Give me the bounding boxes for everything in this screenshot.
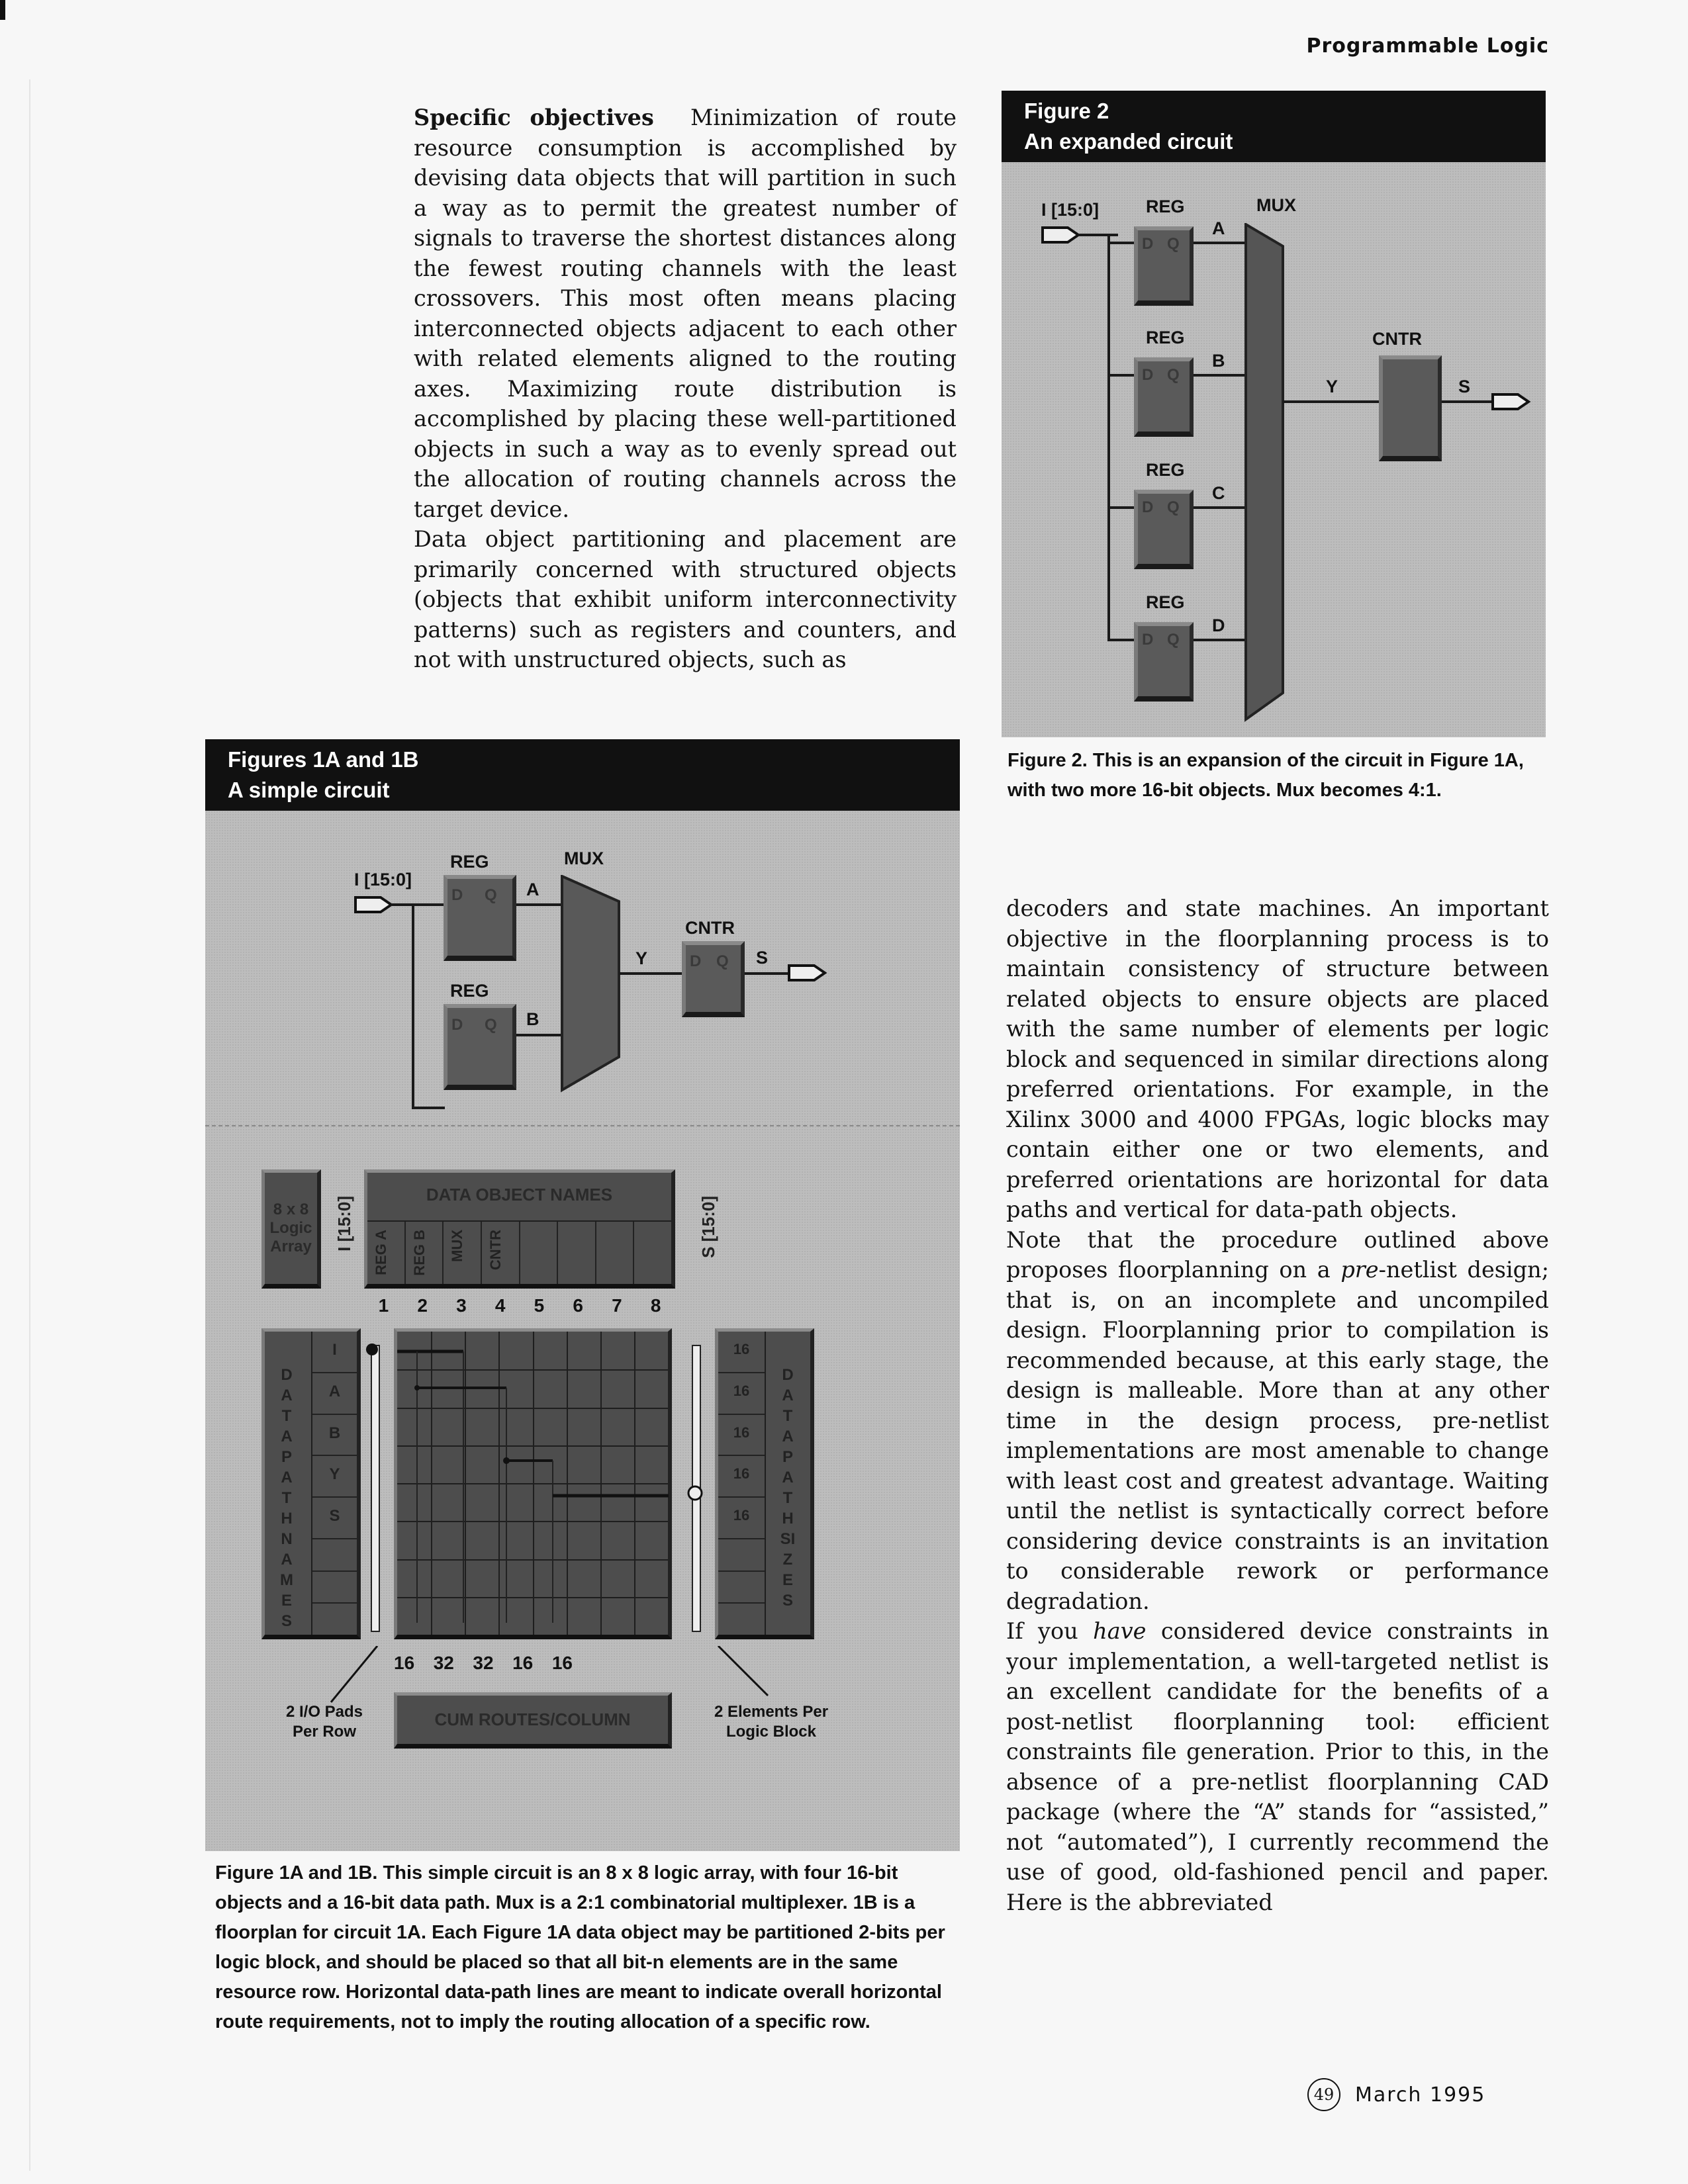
section-lead: Specific objectives xyxy=(414,105,654,130)
wire xyxy=(412,1107,445,1109)
input-label: I [15:0] xyxy=(1041,200,1100,220)
bus-wire xyxy=(1107,234,1110,641)
logic-array-grid xyxy=(394,1328,672,1639)
figure-subtitle: An expanded circuit xyxy=(1024,129,1233,154)
object-cell: MUX xyxy=(444,1222,482,1284)
reg-label: REG xyxy=(1146,197,1185,216)
figure-1 xyxy=(205,739,960,1851)
panel-title: DATA PATH SIZES xyxy=(780,1366,796,1610)
page-footer xyxy=(1307,2078,1485,2111)
mux-2to1-icon xyxy=(559,875,626,1093)
wire xyxy=(1078,234,1118,236)
figure-2-caption: Figure 2. This is an expansion of the circuit in Figure 1A, with two more 16-bit objects. Mux becomes 4:1. xyxy=(1008,750,1524,801)
object-cell: CNTR xyxy=(482,1222,520,1284)
panel-title: DATA PATH NAMES xyxy=(280,1366,293,1630)
wire xyxy=(516,1034,563,1036)
signal-label: Y xyxy=(635,948,648,968)
cntr-label: CNTR xyxy=(1372,329,1422,349)
counter-block xyxy=(1379,355,1442,461)
input-port-icon xyxy=(354,895,394,915)
pin-q: Q xyxy=(1167,366,1180,384)
object-name-cells xyxy=(367,1222,671,1284)
cum-routes-values: 16 32 32 16 16 xyxy=(394,1653,573,1673)
object-cell: REG B xyxy=(406,1222,444,1284)
input-node-icon xyxy=(364,1342,380,1357)
reg-label: REG xyxy=(1146,592,1185,612)
page-number: 49 xyxy=(1307,2078,1340,2111)
column-numbers: 1 2 3 4 5 6 7 8 xyxy=(378,1295,661,1316)
paragraph: If you have considered device constraints in your implementation, a well-targeted netlist is an excellent candidate for the benefits of a post-netlist floorplanning tool: efficient constraints file generation. Prior to this, in the absence of a pre-netlist floorplanning CAD package (where the “A” stands for “assisted,” not “automated”), I currently recommend the use of good, old-fashioned pencil and paper. Here is the abbreviated xyxy=(1006,1618,1549,1915)
array-label-panel xyxy=(261,1169,321,1289)
wire xyxy=(619,972,692,975)
figure-title: Figures 1A and 1B xyxy=(228,747,419,772)
pin-d: D xyxy=(451,886,463,904)
signal-label: A xyxy=(526,880,539,899)
object-cell xyxy=(596,1222,635,1284)
scan-edge-mark xyxy=(0,0,5,20)
object-cell: REG A xyxy=(367,1222,406,1284)
pin-q: Q xyxy=(716,952,729,970)
pin-q: Q xyxy=(485,886,497,904)
signal-label: D xyxy=(1212,615,1225,635)
wire xyxy=(1107,506,1134,509)
paragraph-text: Minimization of route resource consumption is accomplished by devising data objects that will partition in such a way as to permit the greatest number of signals to traverse the shortest distances along the fewest routing channels with the least crossovers. This most often means placing interconnected objects adjacent to each other with related elements aligned to the routing axes. Maximizing route distribution is accomplished by placing these well-partitioned objects in such a way as to evenly spread out the allocation of routing channels across the target device. xyxy=(414,105,957,522)
paragraph: decoders and state machines. An important objective in the floorplanning process is to maintain consistency of structure between related objects to ensure objects are placed with the same number of elements per logic block and sequenced in similar directions along preferred orientations. For example, in the Xilinx 3000 and 4000 FPGAs, logic blocks may contain either one or two elements, and preferred orientations are horizontal for data paths and vertical for data-path objects. xyxy=(1006,895,1549,1222)
pin-d: D xyxy=(1142,366,1154,384)
wire xyxy=(1107,374,1134,377)
figure-2-header xyxy=(1002,91,1546,162)
figure-subtitle: A simple circuit xyxy=(228,778,390,802)
cum-routes-panel xyxy=(394,1692,672,1749)
reg-label: REG xyxy=(1146,460,1185,480)
route-lines xyxy=(397,1332,669,1636)
wire xyxy=(1107,242,1134,244)
signal-label: B xyxy=(1212,351,1225,371)
pin-d: D xyxy=(1142,235,1154,253)
io-pad-rail-left xyxy=(371,1345,380,1632)
paragraph: Data object partitioning and placement are primarily concerned with structured objects (objects that exhibit uniform interconnectivity patterns) such as registers and counters, and not with unstructured objects, such as xyxy=(414,526,957,672)
signal-label: Y xyxy=(1326,377,1338,396)
bus-wire xyxy=(412,903,414,1109)
figure-divider xyxy=(205,1125,960,1128)
pin-q: Q xyxy=(1167,631,1180,649)
signal-label: S xyxy=(756,948,769,968)
input-label: I [15:0] xyxy=(354,870,412,889)
wire xyxy=(516,903,563,906)
body-column-right xyxy=(1006,893,1549,1917)
scan-margin-line xyxy=(29,79,30,2171)
wire xyxy=(1194,639,1246,641)
data-object-names-panel xyxy=(364,1169,675,1289)
output-node-icon xyxy=(686,1484,704,1502)
wire xyxy=(1107,639,1134,641)
mux-label: MUX xyxy=(564,848,604,868)
pin-q: Q xyxy=(485,1016,497,1034)
reg-label: REG xyxy=(1146,328,1185,347)
emphasis: have xyxy=(1093,1618,1147,1644)
paragraph xyxy=(414,103,957,524)
body-column-left xyxy=(414,103,957,675)
input-port-icon xyxy=(1041,225,1081,245)
pin-q: Q xyxy=(1167,235,1180,253)
io-pads-callout: 2 I/O Pads Per Row xyxy=(285,1703,363,1741)
issue-date: March 1995 xyxy=(1355,2083,1486,2107)
path-size-cells: 16 16 16 16 16 xyxy=(718,1332,765,1635)
wire xyxy=(1194,374,1246,377)
pin-d: D xyxy=(1142,498,1154,516)
wire xyxy=(745,972,791,975)
signal-label: A xyxy=(1212,218,1225,238)
figure-1-caption: Figure 1A and 1B. This simple circuit is an 8 x 8 logic array, with four 16-bit objects and a 16-bit data path. Mux is a 2:1 combinatorial multiplexer. 1B is a floorplan for circuit 1A. Each Figure 1A data object may be partitioned 2-bits per logic block, and should be placed so that all bit-n elements are in the same resource row. Horizontal data-path lines are meant to indicate overall horizontal route requirements, not to imply the routing allocation of a specific row. xyxy=(215,1862,945,2032)
data-path-sizes-panel xyxy=(715,1328,814,1639)
reg-label: REG xyxy=(450,852,489,872)
pin-d: D xyxy=(451,1016,463,1034)
pin-q: Q xyxy=(1167,498,1180,516)
object-cell xyxy=(520,1222,559,1284)
pin-d: D xyxy=(1142,631,1154,649)
wire xyxy=(391,903,444,906)
reg-label: REG xyxy=(450,981,489,1001)
mux-4to1-icon xyxy=(1243,223,1289,726)
path-name-cells: I A B Y S xyxy=(312,1332,357,1635)
wire xyxy=(1442,400,1495,403)
object-cell xyxy=(634,1222,671,1284)
panel-title: DATA OBJECT NAMES xyxy=(426,1185,613,1205)
data-path-names-panel xyxy=(261,1328,361,1639)
pin-d: D xyxy=(690,952,702,970)
signal-label: B xyxy=(526,1009,539,1029)
figure-2 xyxy=(1002,91,1546,737)
wire xyxy=(1194,242,1246,244)
output-bus-label: S [15:0] xyxy=(698,1196,718,1258)
running-head: Programmable Logic xyxy=(1306,34,1549,58)
figure-1-header xyxy=(205,739,960,811)
input-bus-label: I [15:0] xyxy=(334,1196,354,1251)
emphasis: pre xyxy=(1340,1257,1379,1283)
panel-title: CUM ROUTES/COLUMN xyxy=(434,1709,631,1729)
paragraph: Note that the procedure outlined above proposes floorplanning on a pre-netlist design; that is, on an incomplete and uncompiled design. Floorplanning prior to compilation is recommended because, at this early stage, the design is malleable. More than at any other time in the design process, pre-netlist implementations are most amenable to change with least cost and greatest advantage. Waiting until the netlist is syntactically correct before considering device constraints is an invitation to considerable rework or performance degradation. xyxy=(1006,1226,1549,1614)
elements-callout: 2 Elements Per Logic Block xyxy=(714,1703,829,1741)
output-port-icon xyxy=(1491,392,1531,412)
array-label: 8 x 8 Logic Array xyxy=(269,1201,312,1255)
cntr-label: CNTR xyxy=(685,918,735,938)
mux-label: MUX xyxy=(1256,195,1296,215)
wire xyxy=(1194,506,1246,509)
signal-label: C xyxy=(1212,483,1225,503)
output-port-icon xyxy=(788,963,827,983)
object-cell xyxy=(558,1222,596,1284)
wire xyxy=(1283,400,1385,403)
figure-title: Figure 2 xyxy=(1024,99,1109,123)
signal-label: S xyxy=(1458,377,1471,396)
